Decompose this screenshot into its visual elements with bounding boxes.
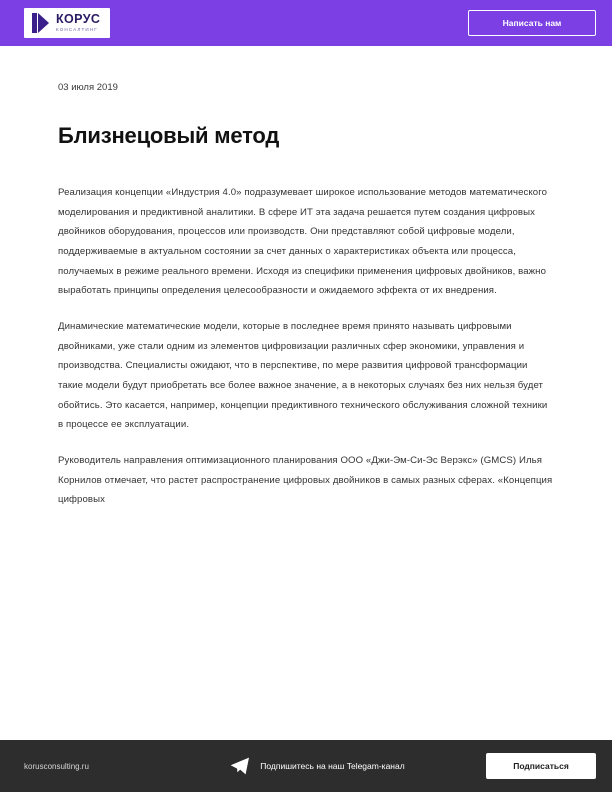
site-header (0, 0, 612, 46)
site-footer (0, 740, 612, 792)
footer-site-url[interactable]: korusconsulting.ru (24, 761, 89, 771)
logo-text (56, 13, 100, 32)
article (0, 46, 612, 510)
logo[interactable] (24, 8, 110, 38)
footer-subscribe-text: Подпишитесь на наш Telegam-канал (260, 761, 405, 771)
telegram-icon (230, 757, 250, 775)
footer-subscribe-block (230, 757, 404, 775)
article-paragraph: Руководитель направления оптимизационного планирования ООО «Джи-Эм-Си-Эс Верэкс» (GMCS) Илья Корнилов отмечает, что растет распространение цифровых двойников в самых разных сферах. «Концепция цифровых (58, 454, 553, 506)
article-paragraph: Динамические математические модели, которые в последнее время принято называть цифровыми двойниками, уже стали одним из элементов цифровизации различных сфер экономики, управления и производства. Специалисты ожидают, что в перспективе, по мере развития цифровой трансформации такие модели будут приобретать все более важное значение, а в некоторых случаях без них нельзя будет обойтись. Это касается, например, концепции предиктивного технического обслуживания сложной техники в процессе ее эксплуатации. (58, 320, 548, 431)
article-body (58, 183, 554, 510)
contact-us-button[interactable]: Написать нам (468, 10, 596, 36)
logo-subtitle: КОНСАЛТИНГ (56, 26, 98, 32)
subscribe-button[interactable]: Подписаться (486, 753, 596, 779)
korus-logo-icon (32, 13, 50, 33)
logo-title: КОРУС (56, 12, 101, 27)
page-title: Близнецовый метод (58, 123, 280, 148)
article-date: 03 июля 2019 (58, 82, 118, 93)
article-paragraph: Реализация концепции «Индустрия 4.0» подразумевает широкое использование методов математического моделирования и предиктивной аналитики. В сфере ИТ эта задача решается путем создания цифровых двойников оборудования, процессов или производств. Они представляют собой цифровые модели, поддерживаемые в актуальном состоянии за счет данных о характеристиках объекта или процесса, получаемых в режиме реального времени. Исходя из специфики применения цифровых двойников, важно выработать принципы определения целесообразности и ожидаемого эффекта от их внедрения. (58, 187, 548, 297)
